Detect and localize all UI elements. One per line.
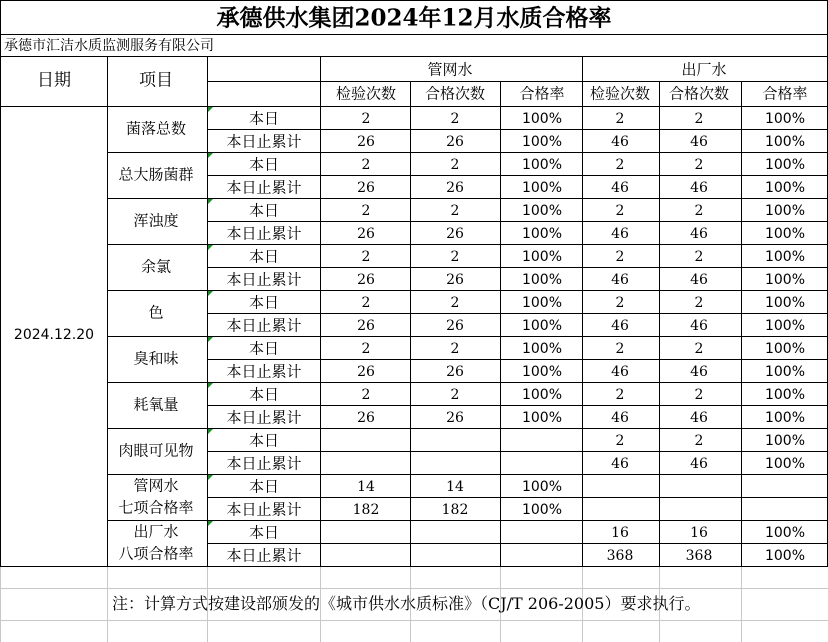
cell-marker-icon: [208, 337, 213, 342]
network-tests-cell: 26: [357, 225, 375, 242]
row-kind-today: 本日: [248, 247, 280, 265]
item-header: 项目: [139, 70, 173, 91]
plant-tests-cell: 2: [615, 294, 625, 311]
plant-tests-cell: 2: [615, 340, 625, 357]
network-passes-cell: 2: [450, 294, 460, 311]
plant-rate-cell: 100%: [764, 248, 806, 265]
network-tests-cell: 2: [361, 156, 371, 173]
network-rate-cell: 100%: [521, 133, 563, 150]
network-passes-cell: 26: [446, 409, 464, 426]
calculation-note: 注：计算方式按建设部颁发的《城市供水水质标准》（CJ/T 206-2005）要求执行。: [112, 594, 701, 613]
row-kind-cumulative: 本日止累计: [226, 362, 302, 380]
network-tests-cell: 14: [357, 478, 375, 495]
plant-rate-cell: 100%: [764, 271, 806, 288]
item-name: 色: [148, 303, 164, 322]
cell-marker-icon: [208, 107, 213, 112]
network-rate-cell: 100%: [521, 202, 563, 219]
cell-marker-icon: [208, 245, 213, 250]
report-date: 2024.12.20: [13, 327, 95, 343]
network-tests-cell: 2: [361, 202, 371, 219]
network-tests-cell: 2: [361, 294, 371, 311]
plant-passes-cell: 2: [694, 340, 704, 357]
plant-passes-cell: 46: [690, 409, 708, 426]
plant-tests-cell: 16: [611, 524, 629, 541]
plant-rate-cell: 100%: [764, 363, 806, 380]
network-tests-cell: 2: [361, 340, 371, 357]
plant-rate-cell: 100%: [764, 455, 806, 472]
plant-rate-cell: 100%: [764, 340, 806, 357]
network-passes-cell: 26: [446, 133, 464, 150]
network-water-header: 管网水: [427, 60, 473, 79]
plant-rate-cell: 100%: [764, 133, 806, 150]
plant-tests-header: 检验次数: [589, 84, 651, 103]
row-kind-today: 本日: [248, 339, 280, 357]
plant-rate-cell: 100%: [764, 156, 806, 173]
network-tests-cell: 26: [357, 317, 375, 334]
network-passes-cell: 2: [450, 248, 460, 265]
plant-passes-cell: 46: [690, 317, 708, 334]
report-title: 承德供水集团2024年12月水质合格率: [216, 4, 612, 32]
plant-rate-cell: 100%: [764, 524, 806, 541]
network-tests-cell: 26: [357, 409, 375, 426]
network-rate-cell: 100%: [521, 248, 563, 265]
row-kind-cumulative: 本日止累计: [226, 500, 302, 518]
network-rate-cell: 100%: [521, 156, 563, 173]
row-kind-today: 本日: [248, 523, 280, 541]
row-kind-cumulative: 本日止累计: [226, 178, 302, 196]
row-kind-cumulative: 本日止累计: [226, 132, 302, 150]
plant-passes-cell: 46: [690, 455, 708, 472]
plant-tests-cell: 2: [615, 386, 625, 403]
network-rate-cell: 100%: [521, 317, 563, 334]
plant-passes-cell: 2: [694, 386, 704, 403]
cell-marker-icon: [208, 521, 213, 526]
row-kind-today: 本日: [248, 155, 280, 173]
row-kind-today: 本日: [248, 431, 280, 449]
plant-tests-cell: 2: [615, 110, 625, 127]
plant-tests-cell: 46: [611, 455, 629, 472]
network-tests-cell: 182: [352, 501, 380, 518]
item-name: 肉眼可见物: [118, 441, 194, 460]
plant-passes-cell: 2: [694, 156, 704, 173]
row-kind-cumulative: 本日止累计: [226, 224, 302, 242]
plant-rate-header: 合格率: [762, 84, 808, 103]
network-passes-cell: 2: [450, 156, 460, 173]
plant-rate-cell: 100%: [764, 294, 806, 311]
plant-tests-cell: 46: [611, 179, 629, 196]
plant-tests-cell: 46: [611, 225, 629, 242]
network-rate-cell: 100%: [521, 271, 563, 288]
network-passes-header: 合格次数: [424, 84, 486, 103]
network-passes-cell: 26: [446, 363, 464, 380]
cell-marker-icon: [208, 383, 213, 388]
network-tests-cell: 2: [361, 248, 371, 265]
network-passes-cell: 182: [441, 501, 469, 518]
item-name: 耗氧量: [133, 395, 179, 414]
network-passes-cell: 2: [450, 386, 460, 403]
plant-rate-cell: 100%: [764, 110, 806, 127]
plant-passes-cell: 46: [690, 363, 708, 380]
row-kind-today: 本日: [248, 477, 280, 495]
row-kind-cumulative: 本日止累计: [226, 408, 302, 426]
plant-passes-cell: 2: [694, 110, 704, 127]
item-name: 管网水: [133, 476, 179, 495]
plant-tests-cell: 368: [606, 547, 634, 564]
network-tests-cell: 26: [357, 363, 375, 380]
network-rate-cell: 100%: [521, 110, 563, 127]
cell-marker-icon: [208, 429, 213, 434]
plant-passes-cell: 46: [690, 179, 708, 196]
item-name: 余氯: [140, 257, 172, 276]
plant-tests-cell: 46: [611, 317, 629, 334]
plant-passes-header: 合格次数: [668, 84, 730, 103]
network-rate-cell: 100%: [521, 225, 563, 242]
network-passes-cell: 14: [446, 478, 464, 495]
plant-passes-cell: 46: [690, 133, 708, 150]
date-header: 日期: [37, 70, 71, 91]
network-passes-cell: 26: [446, 225, 464, 242]
plant-rate-cell: 100%: [764, 386, 806, 403]
plant-tests-cell: 46: [611, 363, 629, 380]
plant-rate-cell: 100%: [764, 547, 806, 564]
cell-marker-icon: [208, 199, 213, 204]
plant-passes-cell: 2: [694, 202, 704, 219]
network-rate-cell: 100%: [521, 478, 563, 495]
network-tests-cell: 26: [357, 179, 375, 196]
plant-rate-cell: 100%: [764, 409, 806, 426]
network-rate-cell: 100%: [521, 386, 563, 403]
plant-tests-cell: 2: [615, 432, 625, 449]
plant-rate-cell: 100%: [764, 179, 806, 196]
network-tests-cell: 2: [361, 386, 371, 403]
row-kind-today: 本日: [248, 293, 280, 311]
item-name: 出厂水: [133, 522, 179, 541]
network-passes-cell: 26: [446, 271, 464, 288]
network-tests-cell: 26: [357, 133, 375, 150]
plant-tests-cell: 2: [615, 156, 625, 173]
cell-marker-icon: [208, 153, 213, 158]
network-tests-cell: 26: [357, 271, 375, 288]
row-kind-cumulative: 本日止累计: [226, 454, 302, 472]
plant-rate-cell: 100%: [764, 317, 806, 334]
plant-tests-cell: 46: [611, 409, 629, 426]
plant-tests-cell: 46: [611, 133, 629, 150]
network-tests-cell: 2: [361, 110, 371, 127]
plant-passes-cell: 16: [690, 524, 708, 541]
row-kind-today: 本日: [248, 201, 280, 219]
network-passes-cell: 2: [450, 110, 460, 127]
item-name: 浑浊度: [133, 211, 179, 230]
plant-passes-cell: 46: [690, 225, 708, 242]
plant-passes-cell: 2: [694, 432, 704, 449]
network-rate-cell: 100%: [521, 363, 563, 380]
item-name: 总大肠菌群: [118, 165, 194, 184]
row-kind-cumulative: 本日止累计: [226, 546, 302, 564]
plant-passes-cell: 2: [694, 248, 704, 265]
row-kind-cumulative: 本日止累计: [226, 316, 302, 334]
cell-marker-icon: [208, 291, 213, 296]
network-passes-cell: 26: [446, 317, 464, 334]
item-name: 菌落总数: [125, 119, 187, 138]
plant-rate-cell: 100%: [764, 225, 806, 242]
item-name: 七项合格率: [118, 498, 194, 517]
plant-rate-cell: 100%: [764, 202, 806, 219]
row-kind-today: 本日: [248, 109, 280, 127]
network-rate-cell: 100%: [521, 340, 563, 357]
item-name: 八项合格率: [118, 544, 194, 563]
plant-passes-cell: 368: [685, 547, 713, 564]
plant-rate-cell: 100%: [764, 432, 806, 449]
network-rate-cell: 100%: [521, 501, 563, 518]
plant-tests-cell: 46: [611, 271, 629, 288]
plant-tests-cell: 2: [615, 248, 625, 265]
network-tests-header: 检验次数: [335, 84, 397, 103]
company-name: 承德市汇洁水质监测服务有限公司: [4, 38, 214, 54]
plant-passes-cell: 2: [694, 294, 704, 311]
row-kind-cumulative: 本日止累计: [226, 270, 302, 288]
item-name: 臭和味: [133, 349, 179, 368]
network-passes-cell: 2: [450, 202, 460, 219]
plant-water-header: 出厂水: [681, 60, 727, 79]
network-rate-header: 合格率: [519, 84, 565, 103]
network-rate-cell: 100%: [521, 409, 563, 426]
cell-marker-icon: [208, 475, 213, 480]
plant-tests-cell: 2: [615, 202, 625, 219]
network-rate-cell: 100%: [521, 294, 563, 311]
plant-passes-cell: 46: [690, 271, 708, 288]
network-passes-cell: 26: [446, 179, 464, 196]
network-passes-cell: 2: [450, 340, 460, 357]
row-kind-today: 本日: [248, 385, 280, 403]
network-rate-cell: 100%: [521, 179, 563, 196]
